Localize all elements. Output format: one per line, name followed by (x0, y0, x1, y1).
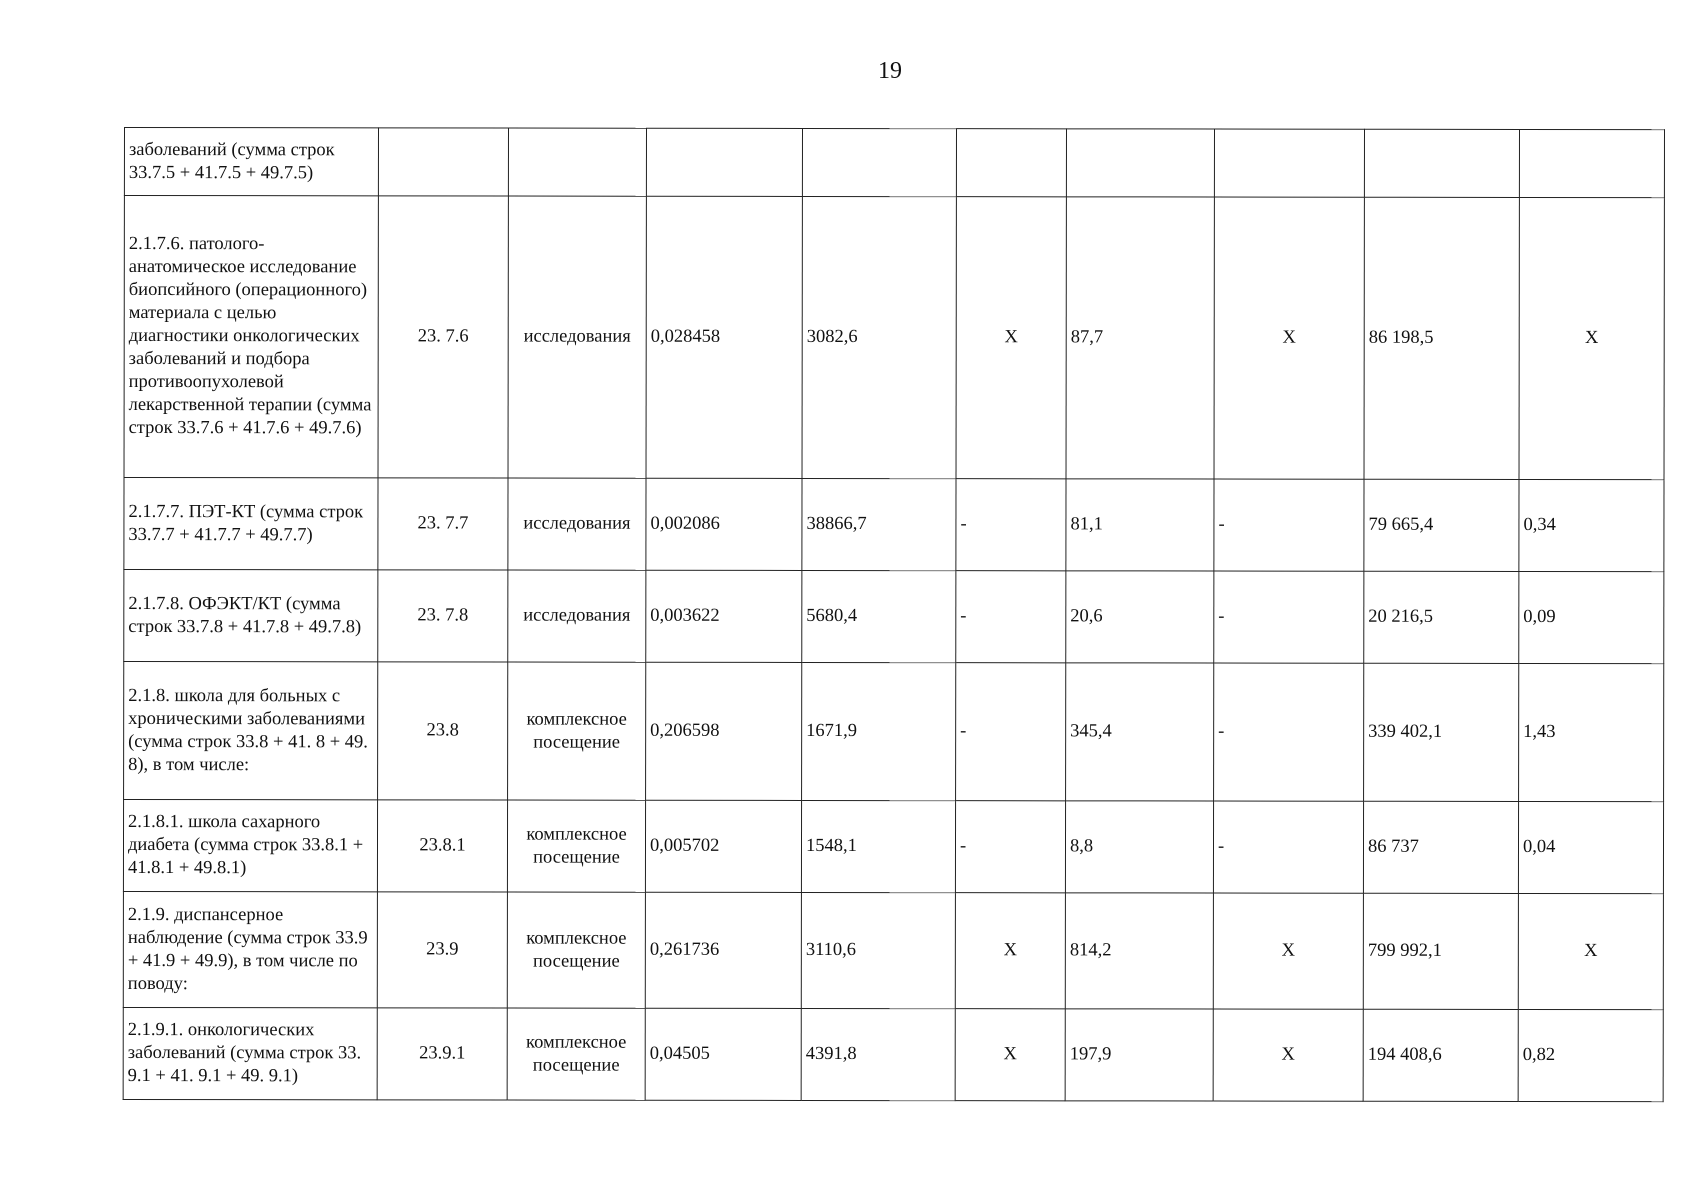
cost-norm-cell: 1671,9 (802, 662, 956, 800)
mark-cell-3: 0,04 (1518, 801, 1663, 893)
mark-cell-1: X (955, 893, 1065, 1009)
value-cell-2: 79 665,4 (1364, 479, 1519, 571)
value-cell-1: 87,7 (1066, 197, 1214, 479)
mark-cell-3: 0,34 (1519, 479, 1664, 571)
volume-norm-cell: 0,028458 (646, 196, 802, 478)
table-row (123, 800, 1663, 894)
value-cell-2: 339 402,1 (1364, 663, 1519, 801)
value-cell-1 (1066, 129, 1214, 197)
mark-cell-3: 1,43 (1519, 663, 1664, 801)
code-cell: 23.8 (378, 662, 508, 800)
mark-cell-1: - (956, 571, 1066, 663)
value-cell-1: 20,6 (1066, 571, 1214, 663)
code-cell: 23. 7.8 (378, 570, 508, 662)
table-row (124, 478, 1664, 572)
table-row (123, 891, 1663, 1009)
table-row (123, 1007, 1663, 1101)
row-name-cell: 2.1.7.8. ОФЭКТ/КТ (сумма строк 33.7.8 + 41.7.8 + 49.7.8) (124, 570, 378, 662)
code-cell: 23.8.1 (377, 800, 507, 892)
value-cell-1: 345,4 (1066, 663, 1214, 801)
volume-norm-cell: 0,261736 (645, 892, 801, 1008)
volume-norm-cell: 0,002086 (646, 478, 802, 570)
row-name-cell: 2.1.9.1. онкологических заболеваний (сумма строк 33. 9.1 + 41. 9.1 + 49. 9.1) (123, 1007, 377, 1099)
mark-cell-1: X (955, 1009, 1065, 1101)
cost-norm-cell: 5680,4 (802, 570, 956, 662)
value-cell-2: 194 408,6 (1363, 1009, 1518, 1101)
value-cell-2: 799 992,1 (1363, 893, 1518, 1009)
mark-cell-2: X (1213, 1009, 1363, 1101)
code-cell: 23. 7.7 (378, 478, 508, 570)
unit-cell: комплексное посещение (508, 662, 646, 800)
code-cell: 23. 7.6 (378, 196, 508, 478)
code-cell (378, 128, 508, 196)
mark-cell-1: - (955, 801, 1065, 893)
page-number: 19 (878, 58, 902, 84)
value-cell-1: 197,9 (1065, 1009, 1213, 1101)
cost-norm-cell: 38866,7 (802, 478, 956, 570)
cost-norm-cell: 4391,8 (801, 1008, 955, 1100)
volume-norm-cell: 0,04505 (645, 1008, 801, 1100)
value-cell-1: 814,2 (1065, 893, 1213, 1009)
value-cell-2 (1364, 129, 1519, 197)
mark-cell-3: X (1518, 893, 1663, 1009)
row-name-cell: 2.1.7.7. ПЭТ-КТ (сумма строк 33.7.7 + 41.7.7 + 49.7.7) (124, 478, 378, 570)
unit-cell (508, 128, 646, 196)
mark-cell-2 (1214, 129, 1364, 197)
unit-cell: исследования (508, 478, 646, 570)
mark-cell-2: - (1214, 663, 1364, 801)
code-cell: 23.9 (377, 892, 507, 1008)
value-cell-2: 86 737 (1363, 801, 1518, 893)
value-cell-2: 86 198,5 (1364, 197, 1519, 479)
row-name-cell: 2.1.9. диспансерное наблюдение (сумма строк 33.9 + 41.9 + 49.9), в том числе по поводу: (123, 891, 377, 1007)
volume-norm-cell (646, 128, 802, 196)
code-cell: 23.9.1 (377, 1008, 507, 1100)
value-cell-2: 20 216,5 (1364, 571, 1519, 663)
mark-cell-1: X (956, 197, 1066, 479)
mark-cell-2: - (1214, 571, 1364, 663)
row-name-cell: 2.1.7.6. патолого-анатомическое исследование биопсийного (операционного) материала с целью диагностики онкологических заболеваний и подбора противоопухолевой лекарственной терапии (сумма строк 33.7.6 + 41.7.6 + 49.7.6) (124, 196, 378, 478)
value-cell-1: 81,1 (1066, 479, 1214, 571)
cost-norm-cell: 3110,6 (801, 892, 955, 1008)
cost-norm-cell (802, 128, 956, 196)
value-cell-1: 8,8 (1065, 801, 1213, 893)
mark-cell-3: 0,09 (1519, 571, 1664, 663)
table-row (124, 570, 1664, 664)
unit-cell: исследования (508, 570, 646, 662)
unit-cell: комплексное посещение (507, 800, 645, 892)
volume-norm-cell: 0,206598 (646, 662, 802, 800)
volume-norm-cell: 0,005702 (645, 800, 801, 892)
mark-cell-2: X (1213, 893, 1363, 1009)
table-row (124, 662, 1664, 802)
volume-norm-cell: 0,003622 (646, 570, 802, 662)
row-name-cell: 2.1.8. школа для больных с хроническими заболеваниями (сумма строк 33.8 + 41. 8 + 49. 8), в том числе: (124, 662, 378, 800)
table-row (124, 196, 1664, 480)
mark-cell-3: X (1519, 197, 1664, 479)
unit-cell: исследования (508, 196, 646, 478)
mark-cell-2: X (1214, 197, 1364, 479)
table-row (124, 128, 1664, 198)
row-name-cell: 2.1.8.1. школа сахарного диабета (сумма строк 33.8.1 + 41.8.1 + 49.8.1) (123, 800, 377, 892)
cost-norm-cell: 3082,6 (802, 196, 956, 478)
data-table (123, 127, 1665, 1102)
mark-cell-1: - (956, 663, 1066, 801)
cost-norm-cell: 1548,1 (801, 800, 955, 892)
unit-cell: комплексное посещение (507, 1008, 645, 1100)
mark-cell-3 (1519, 129, 1664, 197)
table-body (123, 128, 1664, 1102)
mark-cell-1 (956, 129, 1066, 197)
unit-cell: комплексное посещение (507, 892, 645, 1008)
row-name-cell: заболеваний (сумма строк 33.7.5 + 41.7.5 + 49.7.5) (124, 128, 378, 196)
mark-cell-1: - (956, 479, 1066, 571)
mark-cell-2: - (1213, 801, 1363, 893)
mark-cell-2: - (1214, 479, 1364, 571)
mark-cell-3: 0,82 (1518, 1009, 1663, 1101)
